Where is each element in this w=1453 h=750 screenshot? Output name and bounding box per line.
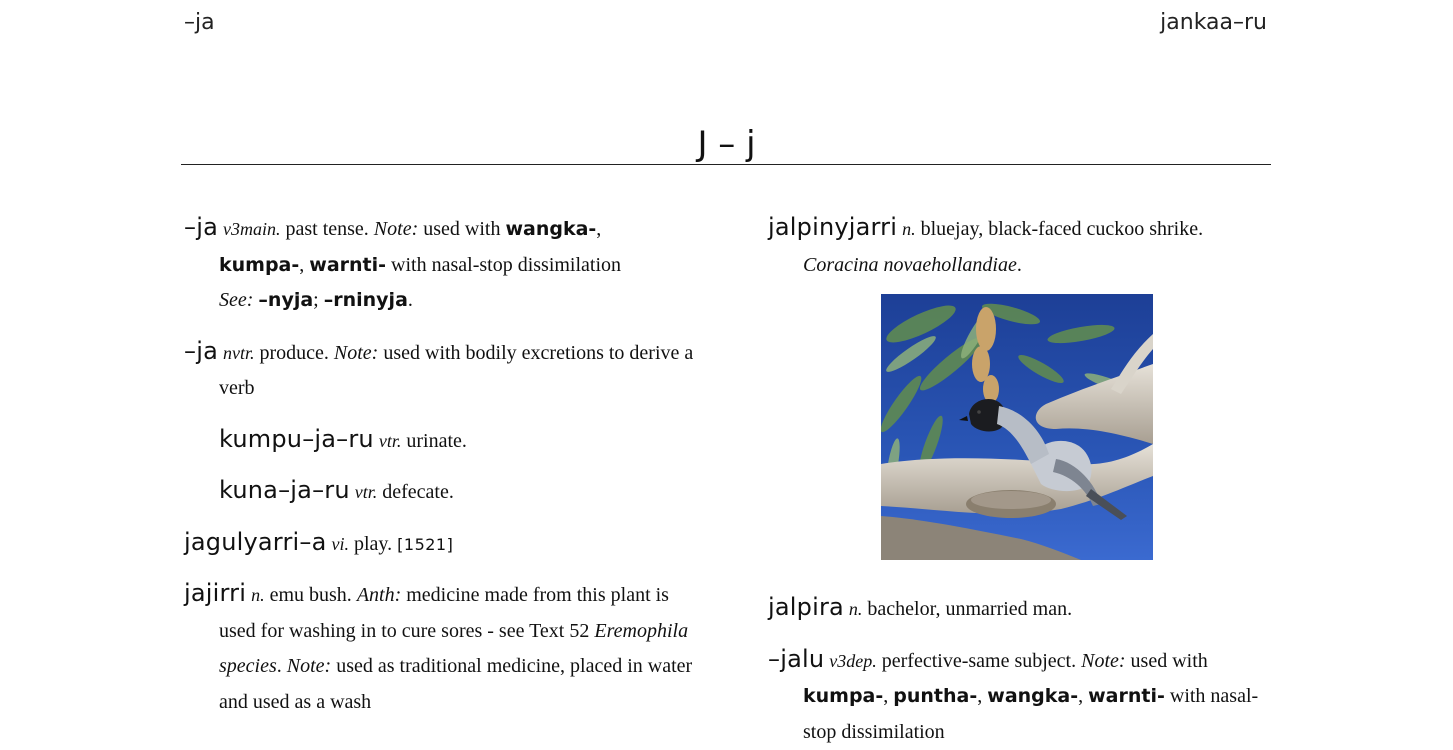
dictionary-entry-jagulyarri-a — [184, 525, 704, 563]
source-reference: [1521] — [397, 535, 453, 554]
note-text: with nasal-stop dissimilation — [386, 254, 621, 276]
section-divider — [181, 164, 1271, 165]
separator: . — [408, 289, 413, 311]
part-of-speech: v3dep. — [829, 651, 876, 671]
note-text: used as traditional medicine, placed in water and used as a wash — [219, 655, 692, 713]
gloss: produce. — [254, 342, 333, 364]
cross-reference[interactable]: kumpa- — [219, 254, 299, 276]
scientific-name: Coracina novaehollandiae — [803, 254, 1017, 276]
cross-reference[interactable]: puntha- — [893, 685, 977, 707]
note-label: Note: — [1081, 650, 1125, 672]
separator: , — [596, 218, 601, 240]
gloss: urinate. — [401, 430, 467, 452]
see-reference[interactable]: –nyja — [258, 289, 313, 311]
part-of-speech: vtr. — [379, 431, 402, 451]
note-text: used with — [1126, 650, 1208, 672]
headword: –jalu — [768, 645, 824, 673]
cross-reference[interactable]: kumpa- — [803, 685, 883, 707]
gloss: bluejay, black-faced cuckoo shrike. — [916, 218, 1203, 240]
dictionary-entry-jajirri — [184, 576, 704, 720]
left-column — [184, 210, 704, 720]
part-of-speech: n. — [902, 219, 916, 239]
bird-photo-icon — [881, 294, 1153, 560]
separator: , — [883, 685, 893, 707]
note-text: used with — [418, 218, 505, 240]
subentry-kumpu-ja-ru — [184, 422, 704, 460]
part-of-speech: n. — [251, 585, 265, 605]
gloss: defecate. — [377, 481, 454, 503]
part-of-speech: nvtr. — [223, 343, 255, 363]
separator: ; — [313, 289, 324, 311]
gloss: perfective-same subject. — [877, 650, 1081, 672]
cross-reference[interactable]: wangka- — [987, 685, 1078, 707]
running-head-right: jankaa–ru — [1160, 10, 1267, 35]
scientific-name: Eremophila species — [219, 620, 688, 678]
gloss: past tense. — [280, 218, 373, 240]
dictionary-entry-jalu — [768, 642, 1268, 750]
anth-text: medicine made from this plant is used for washing in to cure sores - see Text 52 — [219, 584, 669, 642]
gloss: play. — [349, 533, 397, 555]
dictionary-entry-ja-past — [184, 210, 704, 319]
separator: . — [277, 655, 287, 677]
headword: jagulyarri–a — [184, 528, 327, 556]
dictionary-entry-ja-produce — [184, 334, 704, 407]
note-label: Note: — [287, 655, 331, 677]
headword: –ja — [184, 213, 218, 241]
subentry-kuna-ja-ru — [184, 473, 704, 511]
part-of-speech: vi. — [332, 534, 350, 554]
note-text: used with bodily excretions to derive a verb — [219, 342, 693, 400]
part-of-speech: vtr. — [355, 482, 378, 502]
headword: jalpinyjarri — [768, 213, 897, 241]
headword: kuna–ja–ru — [219, 476, 350, 504]
gloss: bachelor, unmarried man. — [862, 598, 1072, 620]
dictionary-entry-jalpira — [768, 590, 1268, 628]
dictionary-entry-jalpinyjarri — [768, 210, 1268, 283]
anth-label: Anth: — [357, 584, 401, 606]
note-label: Note: — [374, 218, 418, 240]
cross-reference[interactable]: wangka- — [505, 218, 596, 240]
cross-reference[interactable]: warnti- — [1088, 685, 1165, 707]
see-label: See: — [219, 289, 253, 311]
see-reference[interactable]: –rninyja — [324, 289, 408, 311]
cross-reference[interactable]: warnti- — [309, 254, 386, 276]
headword: jalpira — [768, 593, 844, 621]
separator: , — [1078, 685, 1088, 707]
headword: jajirri — [184, 579, 246, 607]
separator: , — [299, 254, 309, 276]
headword: kumpu–ja–ru — [219, 425, 374, 453]
running-head-left: –ja — [184, 10, 215, 35]
headword: –ja — [184, 337, 218, 365]
note-text: with nasal-stop dissimilation — [803, 685, 1258, 743]
gloss: emu bush. — [265, 584, 357, 606]
section-title: J – j — [0, 124, 1453, 164]
bird-photo — [881, 294, 1153, 560]
separator: , — [977, 685, 987, 707]
separator: . — [1017, 254, 1022, 276]
note-label: Note: — [334, 342, 378, 364]
part-of-speech: v3main. — [223, 219, 281, 239]
part-of-speech: n. — [849, 599, 863, 619]
